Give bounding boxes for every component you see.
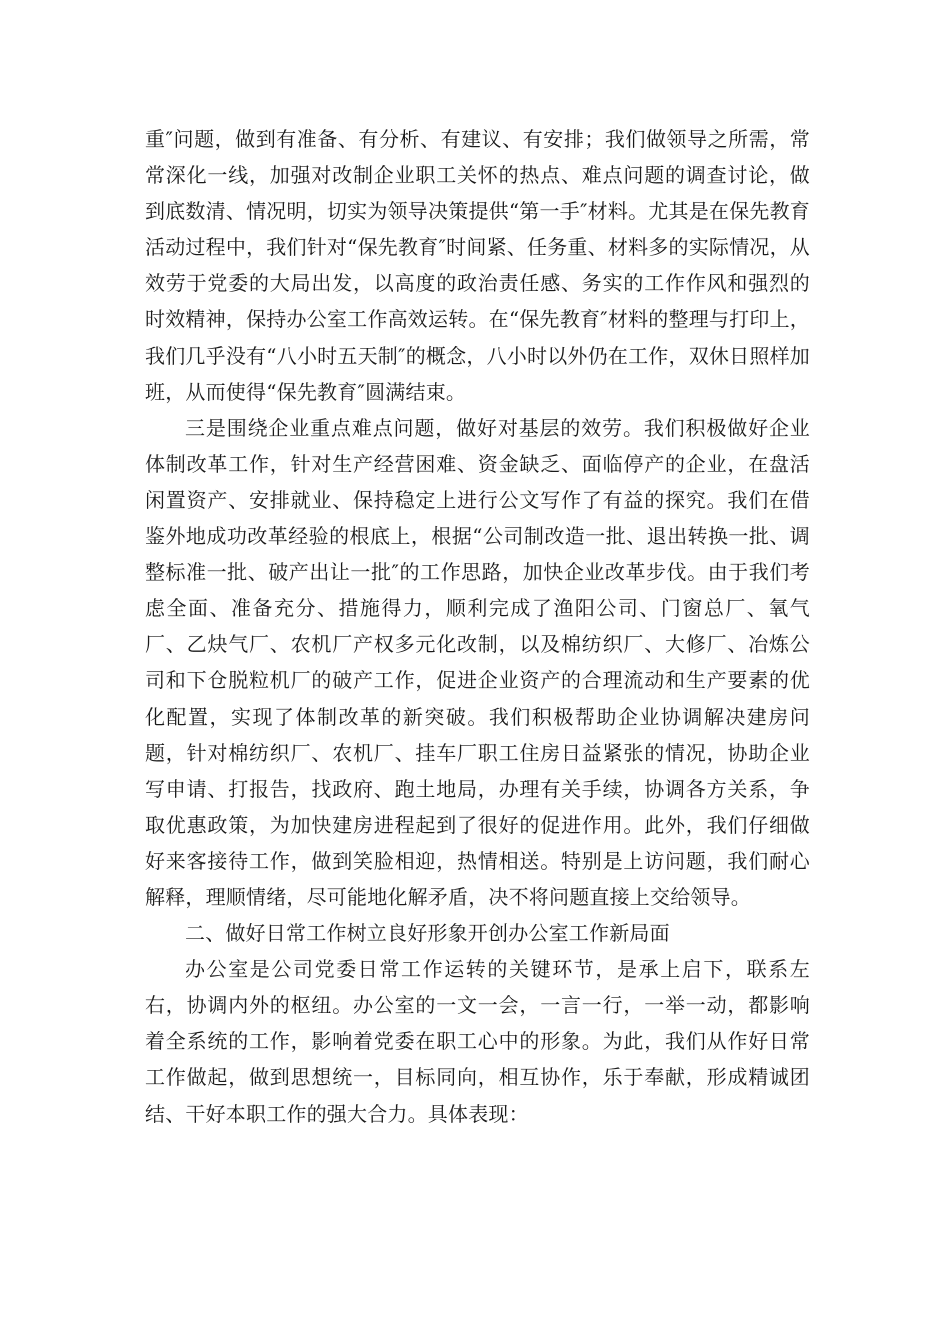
paragraph-office-role: 办公室是公司党委日常工作运转的关键环节，是承上启下，联系左右，协调内外的枢纽。办公室的一文一会，一言一行，一举一动，都影响着全系统的工作，影响着党委在职工心中的形象。为此，我们从作好日常工作做起，做到思想统一，目标同向，相互协作，乐于奉献，形成精诚团结、干好本职工作的强大合力。具体表现： bbox=[145, 957, 810, 1126]
paragraph-continued: 重″问题，做到有准备、有分析、有建议、有安排；我们做领导之所需，常常深化一线，加强对改制企业职工关怀的热点、难点问题的调查讨论，做到底数清、情况明，切实为领导决策提供“第一手″材料。尤其是在保先教育活动过程中，我们针对“保先教育″时间紧、任务重、材料多的实际情况，从效劳于党委的大局出发，以高度的政治责任感、务实的工作作风和强烈的时效精神，保持办公室工作高效运转。在“保先教育″材料的整理与打印上，我们几乎没有“八小时五天制″的概念，八小时以外仍在工作，双休日照样加班，从而使得“保先教育″圆满结束。 bbox=[145, 127, 810, 404]
document-body bbox=[145, 121, 810, 1132]
section-heading: 二、做好日常工作树立良好形象开创办公室工作新局面 bbox=[185, 921, 670, 946]
paragraph-grassroots-service: 三是围绕企业重点难点问题，做好对基层的效劳。我们积极做好企业体制改革工作，针对生产经营困难、资金缺乏、面临停产的企业，在盘活闲置资产、安排就业、保持稳定上进行公文写作了有益的探究。我们在借鉴外地成功改革经验的根底上，根据“公司制改造一批、退出转换一批、调整标准一批、破产出让一批″的工作思路，加快企业改革步伐。由于我们考虑全面、准备充分、措施得力，顺利完成了渔阳公司、门窗总厂、氧气厂、乙炔气厂、农机厂产权多元化改制，以及棉纺织厂、大修厂、冶炼公司和下仓脱粒机厂的破产工作，促进企业资产的合理流动和生产要素的优化配置，实现了体制改革的新突破。我们积极帮助企业协调解决建房问题，针对棉纺织厂、农机厂、挂车厂职工住房日益紧张的情况，协助企业写申请、打报告，找政府、跑土地局，办理有关手续，协调各方关系，争取优惠政策，为加快建房进程起到了很好的促进作用。此外，我们仔细做好来客接待工作，做到笑脸相迎，热情相送。特别是上访问题，我们耐心解释，理顺情绪，尽可能地化解矛盾，决不将问题直接上交给领导。 bbox=[145, 415, 810, 909]
